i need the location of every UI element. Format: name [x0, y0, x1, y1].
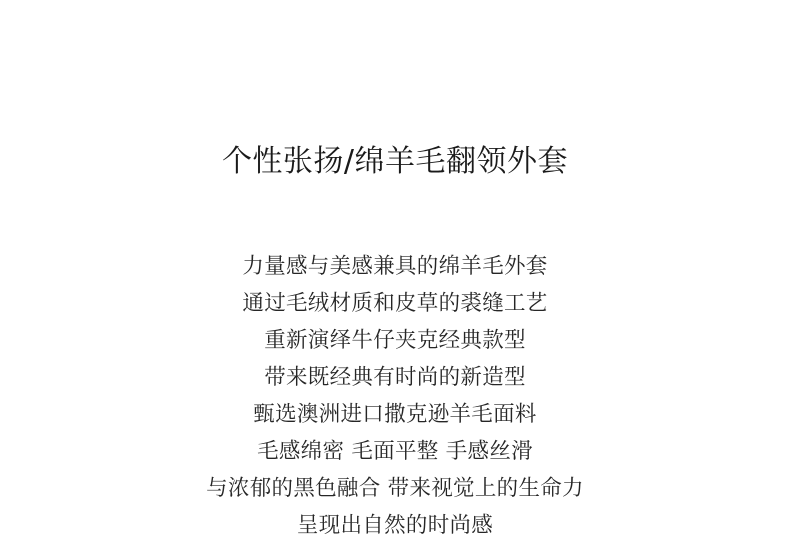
description-line: 力量感与美感兼具的绵羊毛外套: [242, 254, 548, 279]
description-line: 与浓郁的黑色融合 带来视觉上的生命力: [206, 476, 584, 501]
description-line: 带来既经典有时尚的新造型: [264, 365, 526, 390]
description-lines: [0, 248, 790, 544]
page-title: 个性张扬/绵羊毛翻领外套: [221, 144, 569, 179]
description-line: 重新演绎牛仔夹克经典款型: [264, 328, 526, 353]
description-line: 甄选澳洲进口撒克逊羊毛面料: [253, 402, 537, 427]
description-line: 毛感绵密 毛面平整 手感丝滑: [257, 439, 533, 464]
description-line: 通过毛绒材质和皮草的裘缝工艺: [242, 291, 548, 316]
description-line: 呈现出自然的时尚感: [296, 513, 494, 538]
